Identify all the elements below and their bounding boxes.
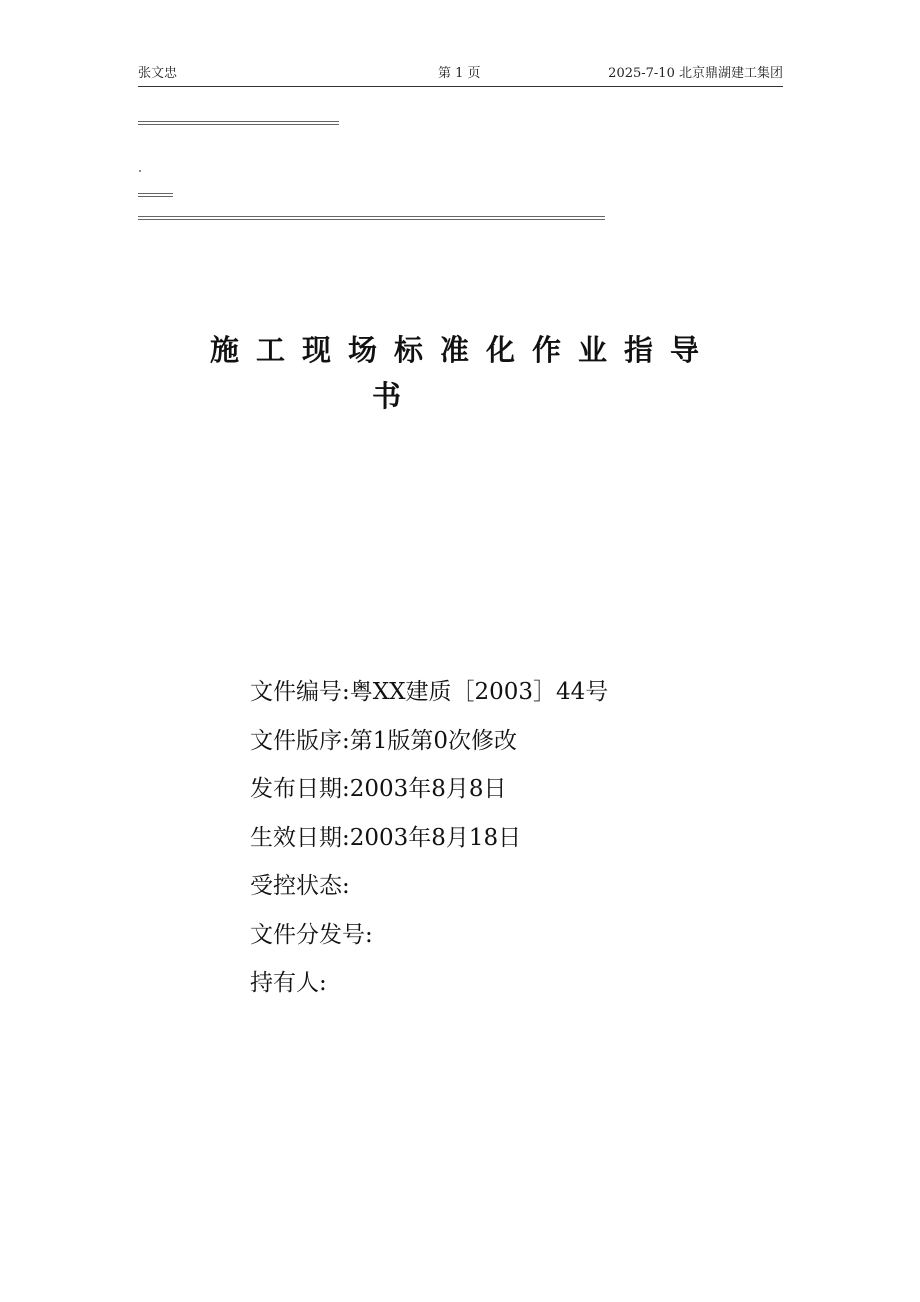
meta-effective-date: 生效日期:2003年8月18日 <box>250 824 522 851</box>
meta-distribution-number: 文件分发号: <box>250 921 373 948</box>
document-meta <box>250 668 608 1008</box>
meta-control-status: 受控状态: <box>250 873 350 899</box>
divider-line <box>138 216 605 220</box>
title-line-2: 书 <box>372 379 419 413</box>
stray-mark <box>139 170 141 172</box>
meta-edition: 文件版序:第1版第0次修改 <box>250 727 518 754</box>
divider-line <box>138 121 339 125</box>
divider-line <box>138 193 173 197</box>
title-line-1: 施工现场标准化作业指导 <box>210 333 717 367</box>
header-page-number: 第 1 页 <box>438 66 481 81</box>
header-date-company: 2025-7-10 北京鼎湖建工集团 <box>608 66 783 81</box>
meta-holder: 持有人: <box>250 970 327 996</box>
document-title <box>210 326 770 374</box>
page-header <box>138 64 783 87</box>
meta-publish-date: 发布日期:2003年8月8日 <box>250 776 507 802</box>
meta-file-number: 文件编号:粤XX建质［2003］44号 <box>250 679 609 705</box>
header-author: 张文忠 <box>138 66 178 81</box>
